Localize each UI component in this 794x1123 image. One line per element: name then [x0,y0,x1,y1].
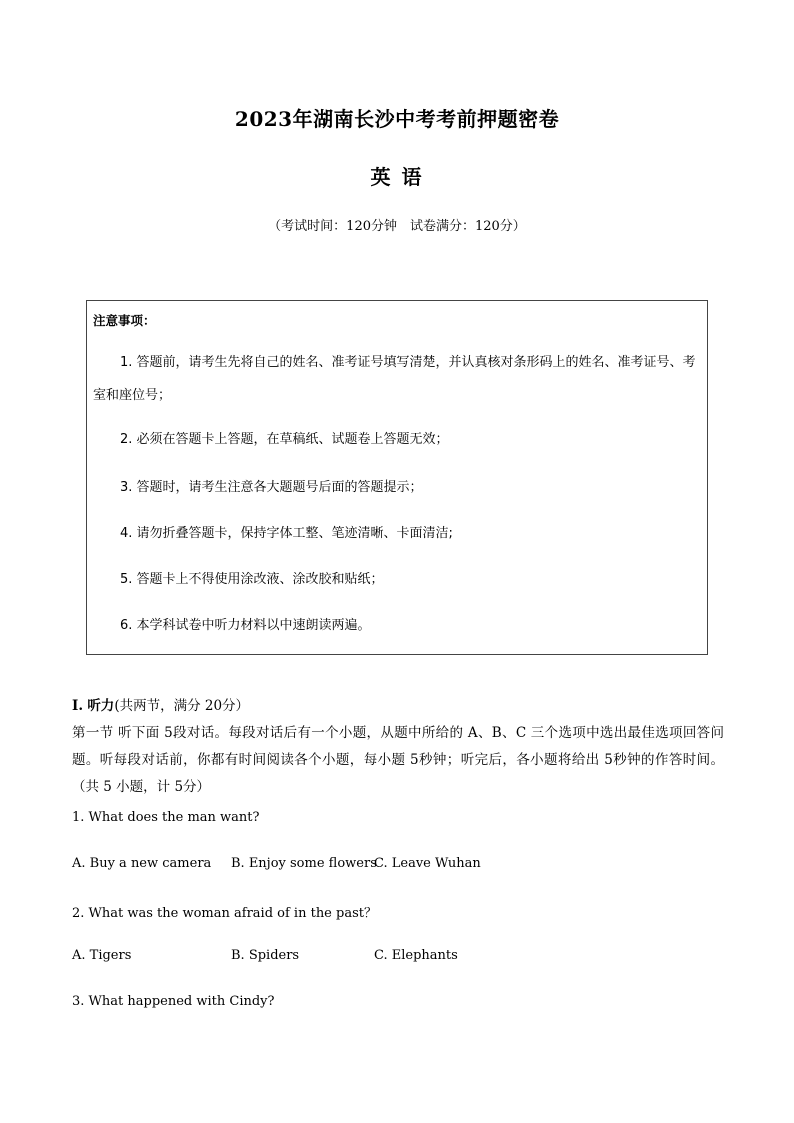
notice-item [93,423,701,456]
notice-title: 注意事项： [93,313,156,328]
question-stem: 1. What does the man want? [72,810,260,825]
question-stem: 3. What happened with Cindy? [72,994,275,1009]
notice-item-text: 答题卡上不得使用涂改液、涂改胶和贴纸； [132,572,384,587]
exam-title: 2023年湖南长沙中考考前押题密卷 [234,107,560,131]
question-option: B. Enjoy some flowers [231,856,377,871]
question-option: C. Elephants [374,948,458,963]
notice-item-number: 6. [120,618,133,633]
notice-box [86,300,708,655]
notice-item-number: 4. [120,526,133,541]
notice-item-number: 2. [120,432,133,447]
question-option: C. Leave Wuhan [374,856,481,871]
notice-item [93,517,701,550]
section-label: 听力 [87,698,115,714]
notice-item-text: 请勿折叠答题卡，保持字体工整、笔迹清晰、卡面清洁; [132,526,453,541]
notice-item [93,563,701,596]
notice-item [93,471,701,504]
notice-item-text: 必须在答题卡上答题，在草稿纸、试题卷上答题无效； [132,432,449,447]
question-option: A. Buy a new camera [72,856,212,871]
notice-item-number: 5. [120,572,133,587]
notice-item [93,609,701,642]
section-note: (共两节，满分 20分） [114,698,250,714]
notice-item [93,346,701,412]
question-option: A. Tigers [72,948,132,963]
notice-item-text: 本学科试卷中听力材料以中速朗读两遍。 [132,618,371,633]
exam-info: （考试时间：120分钟 试卷满分：120分） [268,219,526,234]
notice-item-text: 答题时，请考生注意各大题题号后面的答题提示； [132,480,423,495]
question-stem: 2. What was the woman afraid of in the past？ [72,906,377,921]
section-instructions: 第一节 听下面 5段对话。每段对话后有一个小题，从题中所给的 A、B、C 三个选项中选出最佳选项回答问题。听每段对话前，你都有时间阅读各个小题，每小题 5秒钟；听完后，各小题将给出 5秒钟的作答时间。（共 5 小题，计 5分） [72,725,724,795]
subject-title: 英 语 [370,165,424,189]
section-number: I. [72,698,84,714]
question-option: B. Spiders [231,948,300,963]
notice-item-number: 3. [120,480,133,495]
notice-item-number: 1. [120,355,133,370]
section-heading [72,694,249,714]
notice-item-text: 答题前，请考生先将自己的姓名、准考证号填写清楚，并认真核对条形码上的姓名、准考证号、考室和座位号； [93,355,696,403]
